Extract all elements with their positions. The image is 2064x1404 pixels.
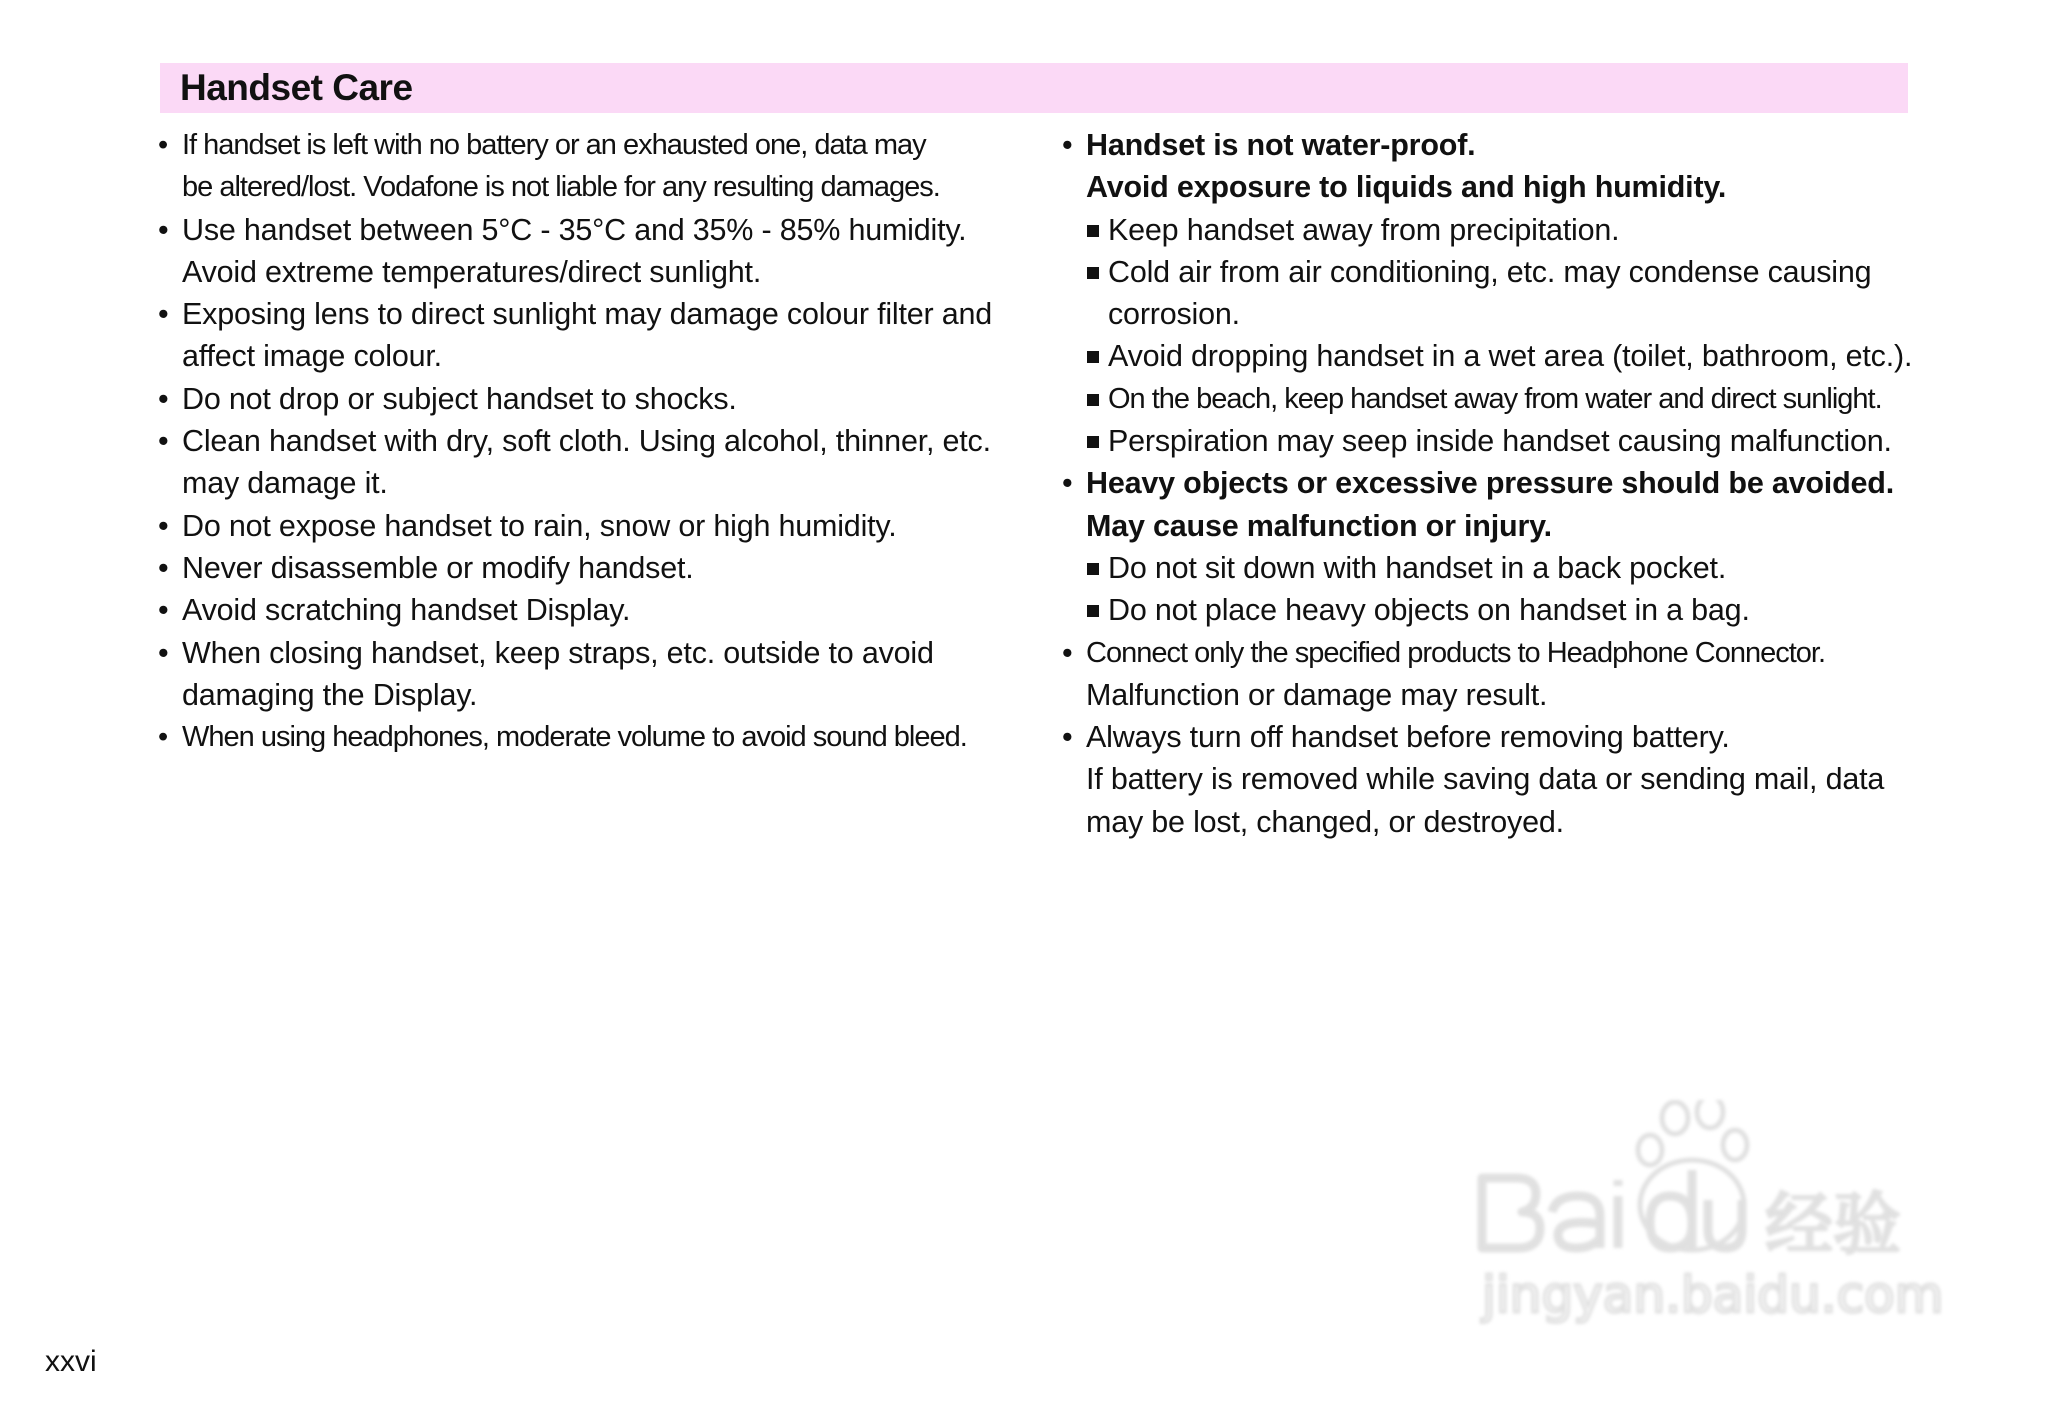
bullet-icon: • [158, 212, 169, 247]
baidu-jingyan-watermark-logo [1460, 1100, 1960, 1330]
sub-item-text: Do not place heavy objects on handset in a bag. [1108, 593, 1750, 628]
item-text: Clean handset with dry, soft cloth. Using alcohol, thinner, etc. [182, 424, 991, 459]
item-text: Connect only the specified products to Headphone Connector. [1086, 636, 1826, 669]
left-column [158, 124, 1018, 758]
bullet-icon: • [158, 593, 169, 628]
item-text: Never disassemble or modify handset. [182, 550, 694, 585]
care-item-heading [1062, 462, 1922, 547]
item-heading-text: May cause malfunction or injury. [1086, 508, 1552, 543]
square-bullet-icon [1087, 436, 1099, 448]
item-text: may be lost, changed, or destroyed. [1086, 804, 1564, 839]
bullet-icon: • [158, 508, 169, 543]
sub-item [1084, 547, 1922, 589]
item-text: Do not drop or subject handset to shocks. [182, 381, 737, 416]
item-text: affect image colour. [182, 339, 442, 374]
item-text: Exposing lens to direct sunlight may damage colour filter and [182, 297, 993, 332]
sub-item [1084, 378, 1922, 420]
right-column [1062, 124, 1922, 843]
care-item [158, 420, 1018, 505]
section-title: Handset Care [180, 67, 413, 108]
item-text: If handset is left with no battery or an exhausted one, data may [182, 129, 926, 161]
bullet-icon: • [158, 635, 169, 670]
sub-item-text: Do not sit down with handset in a back pocket. [1108, 550, 1727, 585]
item-text: Always turn off handset before removing battery. [1086, 720, 1730, 755]
item-text: If battery is removed while saving data or sending mail, data [1086, 762, 1885, 797]
bullet-icon: • [158, 381, 169, 416]
care-item [158, 589, 1018, 631]
item-text: Do not expose handset to rain, snow or high humidity. [182, 508, 897, 543]
item-text: When using headphones, moderate volume to avoid sound bleed. [182, 721, 967, 754]
section-header-bar [160, 63, 1908, 113]
square-bullet-icon [1087, 605, 1099, 617]
svg-text:jingyan.baidu.com: jingyan.baidu.com [1482, 1266, 1944, 1324]
item-text: be altered/lost. Vodafone is not liable for any resulting damages. [182, 171, 940, 204]
item-text: Use handset between 5°C - 35°C and 35% - 85% humidity. [182, 212, 967, 247]
bullet-icon: • [158, 721, 168, 754]
square-bullet-icon [1087, 563, 1099, 575]
care-item [158, 124, 1018, 209]
sub-item [1084, 251, 1922, 336]
item-heading-text: Handset is not water-proof. [1086, 128, 1476, 162]
care-item [158, 209, 1018, 294]
item-heading-text: Heavy objects or excessive pressure should be avoided. [1086, 466, 1894, 501]
sub-item [1084, 335, 1922, 377]
item-text: When closing handset, keep straps, etc. outside to avoid [182, 635, 934, 670]
sub-item [1084, 589, 1922, 631]
bullet-icon: • [1062, 128, 1073, 162]
care-item [158, 547, 1018, 589]
bullet-icon: • [158, 550, 169, 585]
bullet-icon: • [158, 297, 169, 332]
care-item [1062, 716, 1922, 843]
square-bullet-icon [1087, 225, 1099, 237]
sub-item-text: Avoid dropping handset in a wet area (toilet, bathroom, etc.). [1108, 339, 1913, 374]
sub-item [1084, 209, 1922, 251]
square-bullet-icon [1087, 394, 1099, 406]
item-text: Avoid scratching handset Display. [182, 593, 631, 628]
bullet-icon: • [158, 424, 169, 459]
sub-item-text: corrosion. [1108, 297, 1240, 332]
care-item [158, 716, 1018, 758]
svg-text:经验: 经验 [1765, 1186, 1902, 1265]
bullet-icon: • [1062, 635, 1073, 670]
page-number: xxvi [45, 1345, 97, 1378]
item-heading-text: Avoid exposure to liquids and high humidity. [1086, 170, 1727, 205]
care-item [1062, 632, 1922, 717]
sub-item [1084, 420, 1922, 462]
care-item [158, 378, 1018, 420]
bullet-icon: • [1062, 720, 1073, 755]
item-text: may damage it. [182, 466, 388, 501]
bullet-icon: • [158, 129, 168, 161]
sub-item-text: Keep handset away from precipitation. [1108, 212, 1620, 247]
square-bullet-icon [1087, 351, 1099, 363]
item-text: damaging the Display. [182, 677, 478, 712]
item-text: Malfunction or damage may result. [1086, 677, 1548, 712]
sub-item-text: On the beach, keep handset away from water and direct sunlight. [1108, 382, 1882, 415]
care-item-heading [1062, 124, 1922, 209]
square-bullet-icon [1087, 267, 1099, 279]
item-text: Avoid extreme temperatures/direct sunlight. [182, 254, 762, 289]
care-item [158, 293, 1018, 378]
sub-item-text: Cold air from air conditioning, etc. may condense causing [1108, 254, 1872, 289]
care-item [158, 505, 1018, 547]
sub-item-text: Perspiration may seep inside handset causing malfunction. [1108, 424, 1892, 459]
care-item [158, 632, 1018, 717]
bullet-icon: • [1062, 466, 1073, 501]
